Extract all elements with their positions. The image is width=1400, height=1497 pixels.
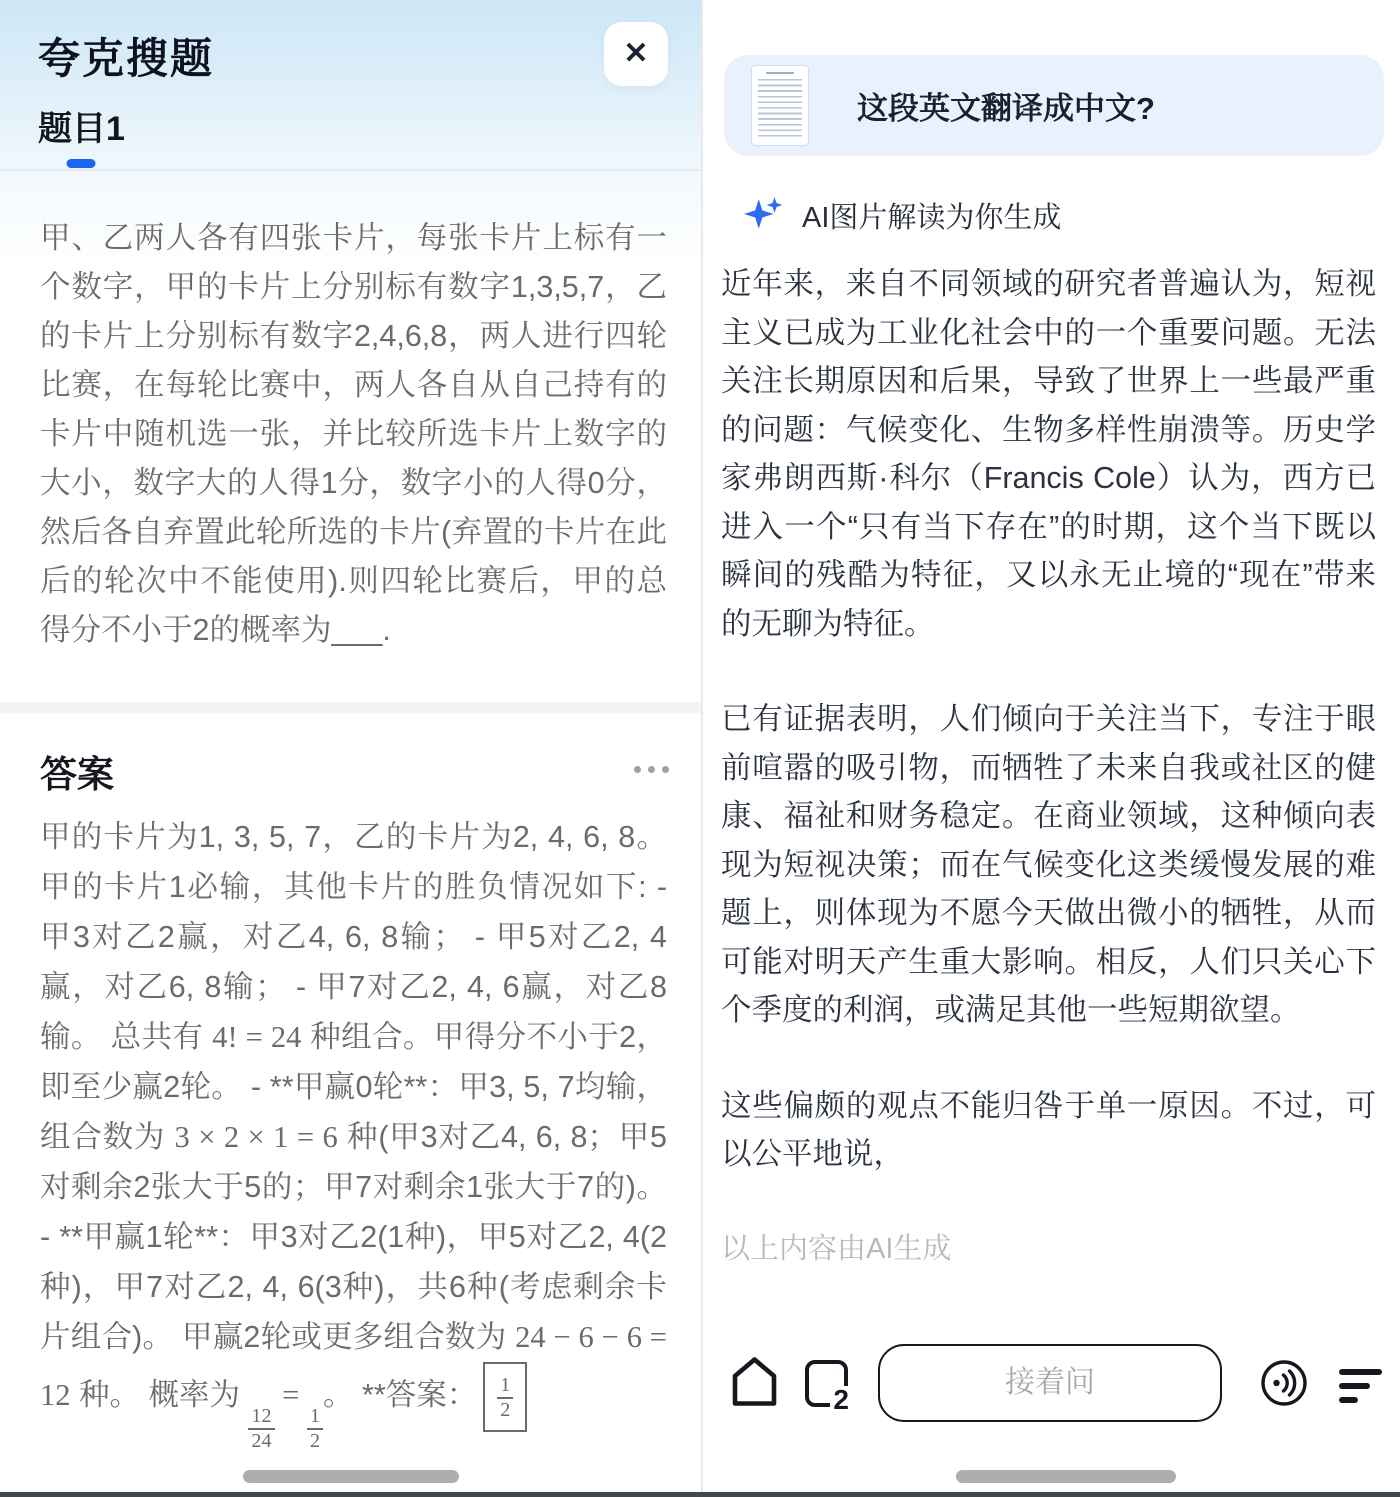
home-icon[interactable] xyxy=(732,1356,777,1407)
bubble-question-text: 这段英文翻译成中文? xyxy=(857,91,1155,126)
translation-paragraph-2: 已有证据表明，人们倾向于关注当下，专注于眼前喧嚣的吸引物，而牺牲了未来自我或社区的健康、福祉和财务稳定。在商业领域，这种倾向表现为短视决策；而在气候变化这类缓慢发展的难题上，则体现为不愿今天做出微小的牺牲，从而可能对明天产生重大影响。相反，人们只关心下个季度的利润，或满足其他一些短期欲望。 xyxy=(721,702,1376,1027)
math-inline: 3 × 2 × 1 = 6 xyxy=(174,1120,338,1154)
tab-label: 题目1 xyxy=(38,110,125,148)
tab-active-indicator xyxy=(67,159,96,168)
tab-count-badge: 2 xyxy=(830,1386,852,1414)
translation-paragraph-3: 这些偏颇的观点不能归咎于单一原因。不过，可以公平地说， xyxy=(721,1088,1376,1171)
close-button[interactable] xyxy=(604,22,668,86)
ai-disclaimer: 以上内容由AI生成 xyxy=(721,1232,952,1265)
app-title: 夸克搜题 xyxy=(38,35,215,82)
voice-readaloud-icon[interactable] xyxy=(1259,1358,1309,1408)
left-home-indicator[interactable] xyxy=(243,1470,459,1483)
math-inline: 24 − 6 − 6 = 12 xyxy=(40,1320,667,1412)
answer-text: 甲的卡片为1, 3, 5, 7，乙的卡片为2, 4, 6, 8。甲的卡片1必输，其他卡片的胜负情况如下: - 甲3对乙2赢，对乙4, 6, 8输； - 甲5对乙2, 4赢，对乙6, 8输； - 甲7对乙2, 4, 6赢，对乙8输。 总共有 4! = 24 种组合。甲得分不小于2，即至少赢2轮。 - **甲赢0轮**：甲3, 5, 7均输，组合数为 3 × 2 × 1 = 6 种(甲3对乙4, 6, 8；甲5对剩余2张大于5的；甲7对剩余1张大于7的)。 - **甲赢1轮**：甲3对乙2(1种)，甲5对乙2, 4(2种)，甲7对乙2, 4, 6(3种)，共6种(考虑剩余卡片组合)。 甲赢2轮或更多组合数为 24 − 6 − 6 = 12 种。 概率为 $\frac{12}{24}$ = $\frac{1}{2}$ 。 **答案： $\frac{1}{2}$ xyxy=(40,820,667,1452)
ai-sparkle-icon xyxy=(743,194,785,236)
math-fraction: $\frac{1}{2}$ xyxy=(497,1374,513,1421)
answer-heading: 答案 xyxy=(40,754,114,795)
boxed-answer xyxy=(483,1362,527,1432)
close-icon: ✕ xyxy=(623,37,649,70)
section-divider xyxy=(0,702,702,713)
translation-content xyxy=(721,260,1376,1267)
math-fraction: $\frac{1}{2}$ xyxy=(307,1405,323,1452)
user-question-bubble xyxy=(724,55,1384,156)
document-thumbnail[interactable] xyxy=(752,66,808,145)
tab-question-1[interactable] xyxy=(38,101,125,150)
ai-generated-header xyxy=(743,194,1061,236)
right-home-indicator[interactable] xyxy=(956,1470,1176,1483)
tabbar-divider xyxy=(0,169,702,171)
menu-lines-icon[interactable] xyxy=(1339,1369,1382,1403)
math-fraction: $\frac{12}{24}$ xyxy=(248,1405,274,1452)
screen-bottom-edge xyxy=(0,1492,1400,1497)
math-inline: 4! = 24 xyxy=(212,1020,302,1054)
more-menu-icon[interactable] xyxy=(634,766,669,773)
ai-generated-label: AI图片解读为你生成 xyxy=(802,201,1062,234)
translation-paragraph-1: 近年来，来自不同领域的研究者普遍认为，短视主义已成为工业化社会中的一个重要问题。无法关注长期原因和后果，导致了世界上一些最严重的问题：气候变化、生物多样性崩溃等。历史学家弗朗西斯·科尔（Francis Cole）认为，西方已进入一个“只有当下存在”的时期，这个当下既以瞬间的残酷为特征，又以永无止境的“现在”带来的无聊为特征。 xyxy=(721,267,1376,641)
question-text: 甲、乙两人各有四张卡片，每张卡片上标有一个数字，甲的卡片上分别标有数字1,3,5,7，乙的卡片上分别标有数字2,4,6,8，两人进行四轮比赛，在每轮比赛中，两人各自从自己持有的卡片中随机选一张，并比较所选卡片上数字的大小，数字大的人得1分，数字小的人得0分，然后各自弃置此轮所选的卡片(弃置的卡片在此后的轮次中不能使用).则四轮比赛后，甲的总得分不小于2的概率为___. xyxy=(40,221,667,647)
math-inline: = xyxy=(274,1378,307,1412)
tabs-icon[interactable] xyxy=(805,1360,849,1415)
ai-chat-panel xyxy=(703,0,1400,1497)
ask-followup-input[interactable] xyxy=(878,1344,1222,1422)
